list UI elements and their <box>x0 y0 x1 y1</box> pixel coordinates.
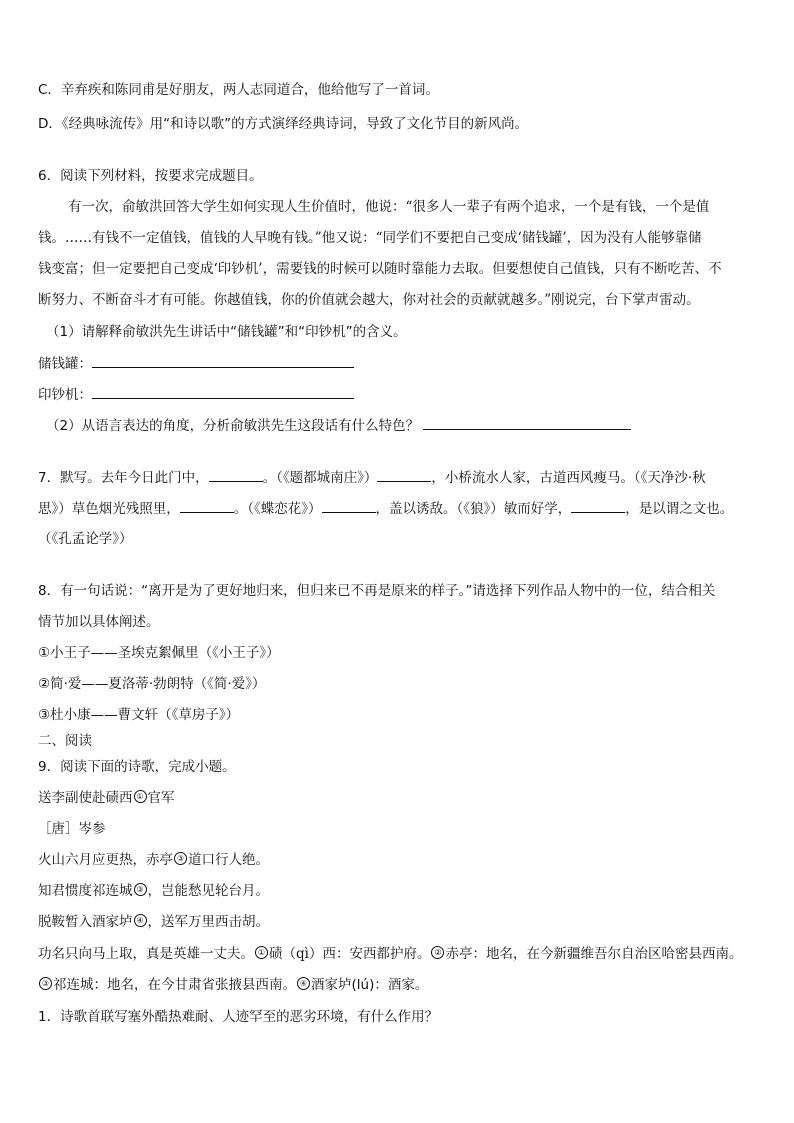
q7-text-1a: 7．默写。去年今日此门中， <box>38 470 209 486</box>
note-mark-3: ③ <box>174 852 187 865</box>
q7-text-2b: 。（《蝶恋花》） <box>233 501 322 517</box>
q7-blank-2[interactable] <box>377 467 431 482</box>
q6-passage-line-4: 断努力、不断奋斗才有可能。你越值钱，你的价值就会越大，你对社会的贡献就越多。”刚说完，台下掌声雷动。 <box>38 292 700 308</box>
section-heading: 二、阅读 <box>38 733 92 749</box>
poem-line-1b: 道口行人绝。 <box>188 852 269 868</box>
q6-passage-line-3: 钱变富；但一定要把自己变成‘印钞机’，需要钱的时候可以随时靠能力去取。但要想使自己值钱，只有不断吃苦、不 <box>38 261 722 277</box>
q6-answer-b <box>38 384 756 405</box>
poem-line-2 <box>38 881 756 901</box>
poem-line-4: 功名只向马上取，真是英雄一丈夫。 <box>38 946 254 962</box>
q7-blank-3[interactable] <box>180 498 234 513</box>
footnote-3: 祁连城：地名，在今甘肃省张掖县西南。 <box>53 977 296 993</box>
q6-sub-question-2 <box>46 415 756 436</box>
q7-blank-5[interactable] <box>571 498 625 513</box>
poem-line-3b: ，送军万里西击胡。 <box>147 914 269 930</box>
option-d: D．《经典咏流传》用“和诗以歌”的方式演绎经典诗词，导致了文化节目的新风尚。 <box>38 116 529 132</box>
poem-line-3a: 脱鞍暂入酒家垆 <box>38 914 133 930</box>
note-mark-4: ④ <box>134 914 147 927</box>
q6-passage-line-2: 钱。……有钱不一定值钱，值钱的人早晚有钱。”他又说：“同学们不要把自己变成‘储钱罐’，因为没有人能够靠储 <box>38 230 702 246</box>
answer-label-b: 印钞机： <box>38 387 92 403</box>
poem-author: ［唐］岑参 <box>38 821 106 837</box>
poem-title-tail: 官军 <box>147 790 175 806</box>
q7-text-2d: ，是以谓之文也。 <box>625 501 734 517</box>
footnote-mark-1: ① <box>255 946 268 959</box>
q7-line-1 <box>38 467 756 488</box>
q8-option-3: ③杜小康——曹文轩（《草房子》） <box>38 707 240 723</box>
footnote-mark-4: ④ <box>297 977 310 990</box>
q7-text-1c: ，小桥流水人家，古道西风瘦马。（《天净沙·秋 <box>431 470 706 486</box>
footnote-mark-3: ③ <box>39 977 52 990</box>
q7-line-3: （《孔孟论学》） <box>38 531 133 547</box>
q7-text-2a: 思》）草色烟光残照里， <box>38 501 180 517</box>
option-c: C．辛弃疾和陈同甫是好朋友，两人志同道合，他给他写了一首词。 <box>38 82 439 98</box>
answer-blank-c[interactable] <box>423 415 631 430</box>
poem-line-3 <box>38 912 756 932</box>
q6-answer-a <box>38 353 756 374</box>
answer-blank-a[interactable] <box>92 353 354 368</box>
poem-line-2a: 知君惯度祁连城 <box>38 883 133 899</box>
footnote-1: 碛（qì）西：安西都护府。 <box>269 946 431 962</box>
q9-sub-question-1: 1．诗歌首联写塞外酷热难耐、人迹罕至的恶劣环境，有什么作用？ <box>38 1009 439 1025</box>
q6-sub2-text: （2）从语言表达的角度，分析俞敏洪先生这段话有什么特色？ <box>46 418 420 434</box>
q7-text-1b: 。（《题都城南庄》） <box>262 470 378 486</box>
q7-line-2 <box>38 498 756 519</box>
poem-title-text: 送李副使赴碛西 <box>38 790 133 806</box>
poem-line-4-notes <box>38 944 756 964</box>
note-mark-3b: ③ <box>134 883 147 896</box>
answer-blank-b[interactable] <box>92 384 354 399</box>
q6-title: 6．阅读下列材料，按要求完成题目。 <box>38 168 263 184</box>
poem-title <box>38 788 756 808</box>
footnotes-line-2 <box>38 975 756 995</box>
q6-sub-question-1: （1）请解释俞敏洪先生讲话中“储钱罐”和“印钞机”的含义。 <box>46 324 407 340</box>
q7-blank-1[interactable] <box>209 467 263 482</box>
poem-line-2b: ，岂能愁见轮台月。 <box>147 883 269 899</box>
poem-line-1a: 火山六月应更热，赤亭 <box>38 852 173 868</box>
note-mark-1: ① <box>134 790 147 803</box>
answer-label-a: 储钱罐： <box>38 356 92 372</box>
footnote-4: 酒家垆(lú)：酒家。 <box>311 977 429 993</box>
poem-line-1 <box>38 850 756 870</box>
q7-text-2c: ，盖以诱敌。（《狼》）敏而好学， <box>375 501 572 517</box>
q8-line-2: 情节加以具体阐述。 <box>38 614 160 630</box>
footnote-mark-2: ② <box>431 946 444 959</box>
q8-option-1: ①小王子——圣埃克絮佩里（《小王子》） <box>38 645 280 661</box>
q7-blank-4[interactable] <box>322 498 376 513</box>
q6-passage-line-1: 有一次，俞敏洪回答大学生如何实现人生价值时，他说：“很多人一辈子有两个追求，一个是有钱，一个是值 <box>68 199 710 215</box>
q8-line-1: 8．有一句话说：“离开是为了更好地归来，但归来已不再是原来的样子。”请选择下列作品人物中的一位，结合相关 <box>38 583 716 599</box>
footnote-2: 赤亭：地名，在今新疆维吾尔自治区哈密县西南。 <box>445 946 743 962</box>
q8-option-2: ②简·爱——夏洛蒂·勃朗特（《简·爱》） <box>38 676 266 692</box>
q9-title: 9．阅读下面的诗歌，完成小题。 <box>38 759 236 775</box>
